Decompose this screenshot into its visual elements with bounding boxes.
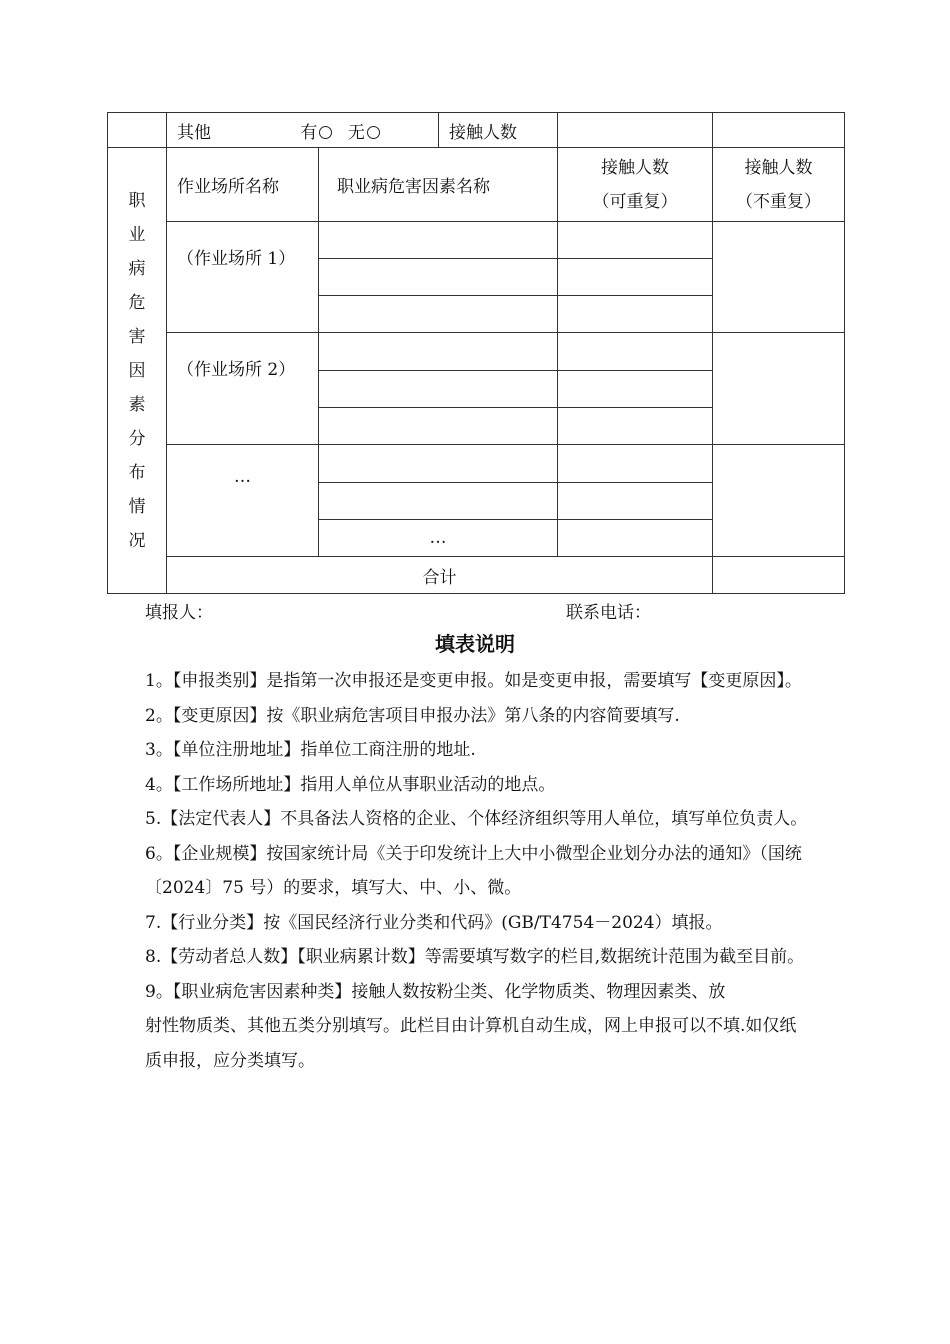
hazard-cell[interactable] (319, 445, 558, 483)
yes-label: 有 (300, 122, 318, 143)
contact-repeatable-cell[interactable] (558, 520, 713, 557)
section-char: 素 (128, 394, 146, 415)
hazard-ellipsis: … (319, 520, 558, 557)
yes-option[interactable] (300, 123, 336, 143)
col-contact-repeatable (558, 148, 713, 222)
col-site-name: 作业场所名称 (167, 148, 319, 222)
contact-repeatable-cell[interactable] (558, 259, 713, 296)
section-char: 情 (128, 496, 146, 517)
total-value-cell[interactable] (713, 557, 845, 594)
total-label: 合计 (167, 557, 713, 594)
col-contact-unique-line2: （不重复） (736, 191, 821, 212)
reporter-label: 填报人： (145, 603, 213, 623)
instructions-title: 填表说明 (435, 632, 515, 656)
other-cell (167, 113, 439, 148)
hazard-cell[interactable] (319, 333, 558, 371)
instruction-item: 8.【劳动者总人数】【职业病累计数】等需要填写数字的栏目,数据统计范围为截至目前。 (145, 947, 805, 967)
instruction-item: 5.【法定代表人】不具备法人资格的企业、个体经济组织等用人单位，填写单位负责人。 (145, 809, 808, 829)
site1-name: （作业场所 1） (167, 222, 319, 333)
section-char: 因 (128, 360, 146, 381)
other-label: 其他 (177, 122, 211, 143)
hazard-cell[interactable] (319, 371, 558, 408)
contact-repeatable-cell[interactable] (558, 483, 713, 520)
contact-repeatable-cell[interactable] (558, 445, 713, 483)
instructions-list (145, 664, 810, 1078)
header-row (108, 148, 845, 222)
no-label: 无 (347, 122, 365, 143)
hazard-cell[interactable] (319, 222, 558, 259)
col-contact-repeatable-line1: 接触人数 (601, 157, 669, 178)
contact-unique-cell[interactable] (713, 445, 845, 557)
col-contact-unique-line1: 接触人数 (744, 157, 813, 178)
hazard-cell[interactable] (319, 483, 558, 520)
contact-unique-cell[interactable] (713, 222, 845, 333)
col-contact-unique (713, 148, 845, 222)
section-char: 业 (128, 224, 146, 245)
section-char: 害 (128, 326, 146, 347)
section-char: 分 (128, 428, 146, 449)
instruction-item: 6。【企业规模】按国家统计局《关于印发统计上大中小微型企业划分办法的通知》（国统〔2024〕75 号）的要求，填写大、中、小、微。 (145, 843, 802, 898)
contact-repeatable-cell[interactable] (558, 333, 713, 371)
phone-label: 联系电话： (566, 603, 651, 623)
contact-count-extra[interactable] (713, 113, 845, 148)
instruction-item: 7.【行业分类】按《国民经济行业分类和代码》(GB/T4754－2024）填报。 (145, 912, 723, 933)
hazard-cell[interactable] (319, 408, 558, 445)
hazard-distribution-table (107, 112, 845, 594)
section-char: 况 (128, 530, 146, 551)
contact-count-label: 接触人数 (439, 113, 558, 148)
total-row (108, 557, 845, 594)
instruction-item: 9。【职业病危害因素种类】接触人数按粉尘类、化学物质类、物理因素类、放 (145, 981, 726, 1002)
contact-repeatable-cell[interactable] (558, 222, 713, 259)
instruction-item: 4。【工作场所地址】指用人单位从事职业活动的地点。 (145, 774, 556, 795)
blank-cell (108, 113, 167, 148)
site-ellipsis: … (167, 445, 319, 557)
contact-count-input[interactable] (558, 113, 713, 148)
section-label (108, 148, 167, 594)
instruction-item: 射性物质类、其他五类分别填写。此栏目由计算机自动生成，网上申报可以不填.如仅纸质申报，应分类填写。 (145, 1016, 797, 1071)
no-option[interactable] (348, 123, 384, 143)
col-contact-repeatable-line2: （可重复） (592, 191, 678, 212)
hazard-cell[interactable] (319, 296, 558, 333)
instruction-item: 3。【单位注册地址】指单位工商注册的地址. (145, 740, 476, 760)
section-char: 病 (128, 258, 146, 279)
contact-repeatable-cell[interactable] (558, 408, 713, 445)
yes-radio-icon[interactable] (319, 126, 332, 139)
no-radio-icon[interactable] (367, 126, 380, 139)
section-char: 危 (128, 292, 146, 313)
section-char: 布 (128, 462, 146, 483)
contact-repeatable-cell[interactable] (558, 296, 713, 333)
col-hazard-name: 职业病危害因素名称 (319, 148, 558, 222)
hazard-cell[interactable] (319, 259, 558, 296)
instruction-item: 1。【申报类别】是指第一次申报还是变更申报。如是变更申报，需要填写【变更原因】。 (145, 671, 802, 691)
instruction-item: 2。【变更原因】按《职业病危害项目申报办法》第八条的内容简要填写. (145, 705, 680, 726)
site2-name: （作业场所 2） (167, 333, 319, 445)
contact-unique-cell[interactable] (713, 333, 845, 445)
section-char: 职 (128, 190, 146, 211)
contact-repeatable-cell[interactable] (558, 371, 713, 408)
other-row (108, 113, 845, 148)
